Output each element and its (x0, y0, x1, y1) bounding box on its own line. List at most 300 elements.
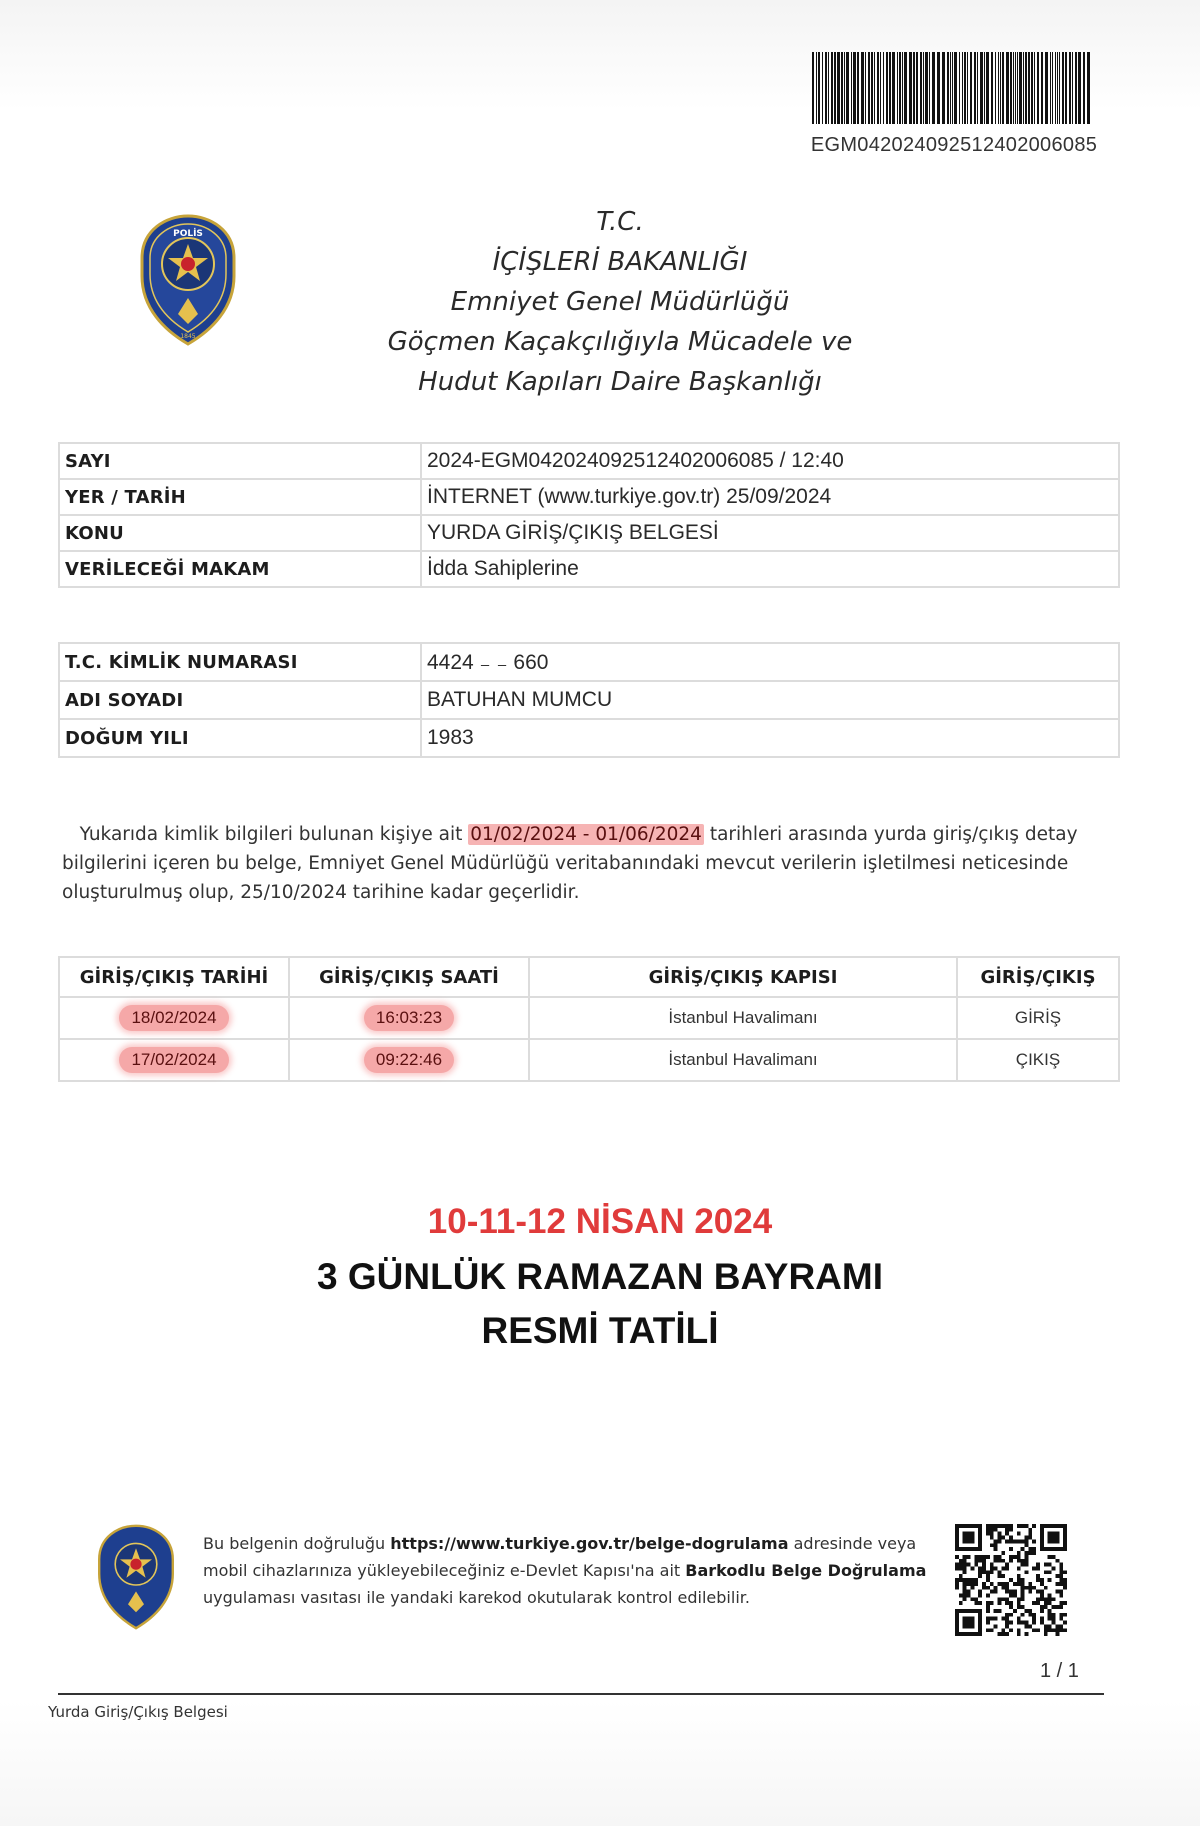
qr-module (997, 1532, 1001, 1536)
qr-module (997, 1597, 1001, 1601)
qr-module (1063, 1601, 1067, 1605)
qr-module (994, 1543, 998, 1547)
qr-module (982, 1582, 986, 1586)
barcode-bar (857, 52, 859, 124)
qr-module (1048, 1617, 1052, 1621)
qr-module (1017, 1532, 1021, 1536)
barcode-bar (1028, 52, 1030, 124)
qr-module (1044, 1624, 1048, 1628)
qr-module (1040, 1594, 1044, 1598)
qr-module (1009, 1539, 1013, 1543)
qr-module (1009, 1621, 1013, 1625)
qr-module (955, 1563, 959, 1567)
barcode-bar (920, 52, 922, 124)
table-row (59, 643, 1119, 681)
qr-module (1036, 1601, 1040, 1605)
qr-module (1021, 1586, 1025, 1590)
person-value: 4424 ₋ ₋ 660 (421, 643, 1119, 681)
barcode-bar (1037, 52, 1039, 124)
qr-module (990, 1617, 994, 1621)
barcode-bar (959, 52, 960, 124)
qr-module (959, 1559, 963, 1563)
info-value: YURDA GİRİŞ/ÇIKIŞ BELGESİ (421, 515, 1119, 551)
barcode-number: EGM042024092512402006085 (810, 134, 1098, 156)
qr-module (997, 1555, 1001, 1559)
barcode-bar (825, 52, 827, 124)
barcode-bar (1000, 52, 1001, 124)
qr-module (1048, 1628, 1052, 1632)
qr-module (1059, 1601, 1063, 1605)
qr-module (1001, 1524, 1005, 1528)
barcode-bar (899, 52, 901, 124)
barcode-bar (837, 52, 840, 124)
qr-module (1025, 1624, 1029, 1628)
barcode-bar (868, 52, 870, 124)
qr-module (1044, 1601, 1048, 1605)
qr-code-icon (955, 1524, 1067, 1636)
qr-module (967, 1590, 971, 1594)
qr-module (1059, 1624, 1063, 1628)
qr-module (1005, 1532, 1009, 1536)
qr-module (1017, 1559, 1021, 1563)
qr-module (1009, 1578, 1013, 1582)
qr-module (1048, 1532, 1060, 1544)
barcode-bar (952, 52, 953, 124)
barcode-bar (818, 52, 820, 124)
qr-module (1025, 1570, 1029, 1574)
gate-cell: İstanbul Havalimanı (529, 997, 957, 1039)
header-ministry: İÇİŞLERİ BAKANLIĞI (492, 247, 748, 277)
qr-module (1059, 1590, 1063, 1594)
column-header-type: GİRİŞ/ÇIKIŞ (957, 957, 1119, 997)
qr-module (959, 1563, 963, 1567)
qr-module (1021, 1524, 1025, 1528)
qr-module (994, 1609, 998, 1613)
qr-module (1005, 1563, 1009, 1567)
barcode-bar (902, 52, 903, 124)
qr-module (974, 1559, 978, 1563)
qr-module (1032, 1586, 1036, 1590)
svg-text:1845: 1845 (180, 333, 196, 340)
qr-module (1009, 1555, 1013, 1559)
qr-module (990, 1628, 994, 1632)
qr-module (1013, 1594, 1017, 1598)
barcode-bar (929, 52, 930, 124)
qr-module (1017, 1632, 1021, 1636)
barcode-bar (874, 52, 875, 124)
holiday-dates: 10-11-12 NİSAN 2024 (427, 1202, 773, 1241)
barcode-bar (886, 52, 888, 124)
barcode-bar (1055, 52, 1056, 124)
qr-module (994, 1547, 998, 1551)
qr-module (1044, 1605, 1048, 1609)
qr-module (963, 1578, 967, 1582)
qr-module (1001, 1574, 1005, 1578)
barcode-bar (1065, 52, 1067, 124)
qr-module (994, 1590, 998, 1594)
qr-module (967, 1555, 971, 1559)
qr-module (1032, 1524, 1036, 1528)
table-row (59, 1039, 1119, 1081)
paragraph-text-end: tarihleri arasında yurda giriş/çıkış detay bilgilerini içeren bu belge, Emniyet Genel Müdürlüğü veritabanındaki mevcut verilerin işletilmesi neticesinde oluşturulmuş olup, 25/10/2024 tarihine kadar geçerlidir. (62, 824, 1078, 903)
barcode-bar (974, 52, 976, 124)
qr-module (1028, 1609, 1032, 1613)
person-label: ADI SOYADI (59, 681, 421, 719)
info-label: KONU (59, 515, 421, 551)
barcode-bar (1002, 52, 1004, 124)
qr-module (974, 1601, 978, 1605)
entry-exit-table (58, 956, 1120, 1082)
qr-module (990, 1590, 994, 1594)
barcode-bar (1087, 52, 1090, 124)
qr-module (1059, 1566, 1063, 1570)
verification-url[interactable]: https://www.turkiye.gov.tr/belge-dogrulama (390, 1534, 789, 1553)
qr-module (970, 1597, 974, 1601)
qr-module (967, 1563, 971, 1567)
qr-module (994, 1539, 998, 1543)
qr-module (986, 1594, 990, 1598)
qr-module (974, 1582, 978, 1586)
qr-module (1017, 1621, 1021, 1625)
qr-module (1044, 1628, 1048, 1632)
qr-module (1017, 1582, 1021, 1586)
qr-module (1005, 1582, 1009, 1586)
barcode-bar (1078, 52, 1081, 124)
barcode-bar (995, 52, 996, 124)
barcode-bar (991, 52, 993, 124)
qr-module (1059, 1628, 1063, 1632)
barcode-bar (877, 52, 879, 124)
qr-module (1028, 1586, 1032, 1590)
qr-module (967, 1582, 971, 1586)
qr-module (1063, 1621, 1067, 1625)
qr-module (1028, 1582, 1032, 1586)
qr-module (994, 1528, 998, 1532)
barcode-bar (909, 52, 912, 124)
qr-module (1021, 1578, 1025, 1582)
barcode-bar (816, 52, 817, 124)
qr-module (978, 1594, 982, 1598)
qr-module (955, 1586, 959, 1590)
qr-module (959, 1574, 963, 1578)
barcode-bar (986, 52, 989, 124)
date-cell (59, 997, 289, 1039)
qr-module (1005, 1601, 1009, 1605)
qr-module (1025, 1609, 1029, 1613)
qr-module (990, 1582, 994, 1586)
qr-module (1048, 1570, 1052, 1574)
qr-module (1032, 1547, 1036, 1551)
barcode-bar (1025, 52, 1027, 124)
barcode-bar (841, 52, 843, 124)
barcode-bar (897, 52, 898, 124)
qr-module (963, 1566, 967, 1570)
date-cell (59, 1039, 289, 1081)
qr-module (1013, 1609, 1017, 1613)
qr-module (978, 1566, 982, 1570)
qr-module (974, 1555, 978, 1559)
qr-module (1055, 1632, 1059, 1636)
header-tc: T.C. (596, 207, 644, 237)
barcode-bar (861, 52, 864, 124)
barcode-bar (925, 52, 928, 124)
qr-module (1025, 1563, 1029, 1567)
qr-module (986, 1555, 990, 1559)
qr-module (1052, 1628, 1056, 1632)
qr-module (1055, 1582, 1059, 1586)
qr-module (1005, 1617, 1009, 1621)
qr-module (978, 1570, 982, 1574)
barcode-bar (980, 52, 983, 124)
qr-module (994, 1624, 998, 1628)
qr-module (1052, 1621, 1056, 1625)
qr-module (963, 1617, 975, 1629)
qr-module (990, 1566, 994, 1570)
qr-module (1009, 1524, 1013, 1528)
qr-module (1009, 1628, 1013, 1632)
qr-module (1021, 1563, 1025, 1567)
qr-module (978, 1601, 982, 1605)
barcode-bar (1010, 52, 1012, 124)
qr-module (1021, 1539, 1025, 1543)
qr-module (1005, 1624, 1009, 1628)
qr-module (997, 1582, 1001, 1586)
qr-module (1063, 1586, 1067, 1590)
qr-module (955, 1578, 959, 1582)
qr-module (1005, 1586, 1009, 1590)
qr-module (1059, 1563, 1063, 1567)
qr-module (986, 1609, 990, 1613)
barcode-bar (1015, 52, 1016, 124)
barcode-bar (844, 52, 845, 124)
barcode-bar (970, 52, 972, 124)
qr-module (1009, 1605, 1013, 1609)
qr-module (1036, 1563, 1040, 1567)
qr-module (990, 1524, 994, 1528)
person-info-table (58, 642, 1120, 758)
qr-module (963, 1555, 967, 1559)
qr-module (1009, 1594, 1013, 1598)
qr-module (997, 1536, 1001, 1540)
qr-module (1055, 1574, 1059, 1578)
barcode-bar (964, 52, 966, 124)
qr-module (963, 1570, 967, 1574)
qr-module (1017, 1524, 1021, 1528)
person-value: 1983 (421, 719, 1119, 757)
qr-module (1025, 1559, 1029, 1563)
barcode-bar (937, 52, 940, 124)
qr-module (963, 1582, 967, 1586)
qr-module (1048, 1578, 1052, 1582)
document-info-table (58, 442, 1120, 588)
qr-module (963, 1563, 967, 1567)
qr-module (1001, 1536, 1005, 1540)
qr-module (1036, 1590, 1040, 1594)
qr-module (982, 1586, 986, 1590)
qr-module (1009, 1528, 1013, 1532)
info-label: YER / TARİH (59, 479, 421, 515)
date-highlight: 17/02/2024 (119, 1047, 228, 1073)
qr-module (1005, 1613, 1009, 1617)
barcode-bar (984, 52, 985, 124)
qr-module (963, 1594, 967, 1598)
qr-module (1052, 1555, 1056, 1559)
verification-text (203, 1530, 943, 1611)
qr-module (1032, 1613, 1036, 1617)
barcode-bar (1062, 52, 1064, 124)
qr-module (1028, 1613, 1032, 1617)
table-row (59, 479, 1119, 515)
qr-module (1028, 1551, 1032, 1555)
qr-module (963, 1532, 975, 1544)
qr-module (974, 1597, 978, 1601)
qr-module (1028, 1624, 1032, 1628)
qr-module (1017, 1628, 1021, 1632)
time-highlight: 09:22:46 (364, 1047, 454, 1073)
qr-module (1044, 1597, 1048, 1601)
qr-module (1040, 1621, 1044, 1625)
barcode-bar (834, 52, 836, 124)
qr-module (990, 1563, 994, 1567)
table-row (59, 515, 1119, 551)
barcode-bar (880, 52, 881, 124)
barcode-bar (1017, 52, 1018, 124)
info-label: VERİLECEĞİ MAKAM (59, 551, 421, 587)
qr-module (986, 1570, 990, 1574)
barcode-bar (822, 52, 823, 124)
qr-module (1025, 1586, 1029, 1590)
info-value: İdda Sahiplerine (421, 551, 1119, 587)
qr-module (1040, 1597, 1044, 1601)
barcode-bar (977, 52, 978, 124)
barcode-bar (932, 52, 935, 124)
barcode-bar (916, 52, 918, 124)
info-value: İNTERNET (www.turkiye.gov.tr) 25/09/2024 (421, 479, 1119, 515)
qr-module (959, 1566, 963, 1570)
qr-module (967, 1578, 971, 1582)
qr-module (963, 1559, 967, 1563)
qr-module (1017, 1601, 1021, 1605)
qr-module (1048, 1624, 1052, 1628)
qr-module (1021, 1594, 1025, 1598)
person-label: DOĞUM YILI (59, 719, 421, 757)
qr-module (1025, 1632, 1029, 1636)
police-emblem-icon (138, 212, 238, 348)
qr-module (1052, 1605, 1056, 1609)
qr-module (963, 1590, 967, 1594)
qr-module (982, 1559, 986, 1563)
date-range-highlight: 01/02/2024 - 01/06/2024 (470, 824, 702, 845)
qr-module (1048, 1594, 1052, 1598)
qr-module (1048, 1601, 1052, 1605)
qr-module (997, 1524, 1001, 1528)
table-row (59, 719, 1119, 757)
barcode-bar (998, 52, 999, 124)
barcode-bar (1069, 52, 1071, 124)
qr-module (1063, 1578, 1067, 1582)
verification-app-name: Barkodlu Belge Doğrulama (685, 1561, 927, 1580)
qr-module (1028, 1536, 1032, 1540)
barcode-bar (1013, 52, 1014, 124)
qr-module (978, 1574, 982, 1578)
type-cell: GİRİŞ (957, 997, 1119, 1039)
header-department-1: Göçmen Kaçakçılığıyla Mücadele ve (387, 327, 853, 357)
qr-module (1063, 1570, 1067, 1574)
barcode-bar (954, 52, 957, 124)
qr-module (1001, 1628, 1005, 1632)
qr-module (982, 1555, 986, 1559)
qr-module (1059, 1613, 1063, 1617)
qr-module (1017, 1605, 1021, 1609)
barcode-bar (1034, 52, 1035, 124)
barcode-bar (1041, 52, 1043, 124)
qr-module (1009, 1536, 1013, 1540)
qr-module (1021, 1613, 1025, 1617)
qr-module (1055, 1628, 1059, 1632)
qr-module (1021, 1590, 1025, 1594)
barcode-bar (1072, 52, 1073, 124)
qr-module (990, 1528, 994, 1532)
qr-module (994, 1617, 998, 1621)
barcode-bar (1050, 52, 1051, 124)
qr-module (1017, 1578, 1021, 1582)
qr-module (1048, 1563, 1052, 1567)
qr-module (1059, 1574, 1063, 1578)
qr-module (986, 1621, 990, 1625)
date-highlight: 18/02/2024 (119, 1005, 228, 1031)
column-header-gate: GİRİŞ/ÇIKIŞ KAPISI (529, 957, 957, 997)
qr-module (1017, 1597, 1021, 1601)
qr-module (1032, 1601, 1036, 1605)
qr-module (1005, 1632, 1009, 1636)
qr-module (1001, 1597, 1005, 1601)
qr-module (1001, 1559, 1005, 1563)
qr-module (986, 1628, 990, 1632)
qr-module (1009, 1547, 1013, 1551)
qr-module (1052, 1613, 1056, 1617)
qr-module (1028, 1532, 1032, 1536)
qr-module (986, 1586, 990, 1590)
barcode-bar (904, 52, 907, 124)
qr-module (997, 1539, 1001, 1543)
verify-text-3: uygulaması vasıtası ile yandaki karekod okutularak kontrol edilebilir. (203, 1588, 750, 1607)
qr-module (997, 1632, 1001, 1636)
qr-module (994, 1586, 998, 1590)
qr-module (1025, 1621, 1029, 1625)
qr-module (1021, 1597, 1025, 1601)
qr-module (1005, 1524, 1009, 1528)
qr-module (1001, 1582, 1005, 1586)
barcode-bar (1052, 52, 1053, 124)
barcode-icon (812, 52, 1090, 124)
barcode-bar (1023, 52, 1024, 124)
qr-module (990, 1532, 994, 1536)
info-value: 2024-EGM042024092512402006085 / 12:40 (421, 443, 1119, 479)
qr-module (1059, 1582, 1063, 1586)
qr-module (986, 1605, 990, 1609)
barcode-bar (892, 52, 895, 124)
qr-module (1005, 1539, 1009, 1543)
qr-module (1036, 1597, 1040, 1601)
barcode-bar (846, 52, 849, 124)
qr-module (1009, 1559, 1013, 1563)
qr-module (986, 1574, 990, 1578)
qr-module (955, 1582, 959, 1586)
table-row (59, 551, 1119, 587)
qr-module (1013, 1582, 1017, 1586)
qr-module (959, 1594, 963, 1598)
barcode-bar (923, 52, 924, 124)
